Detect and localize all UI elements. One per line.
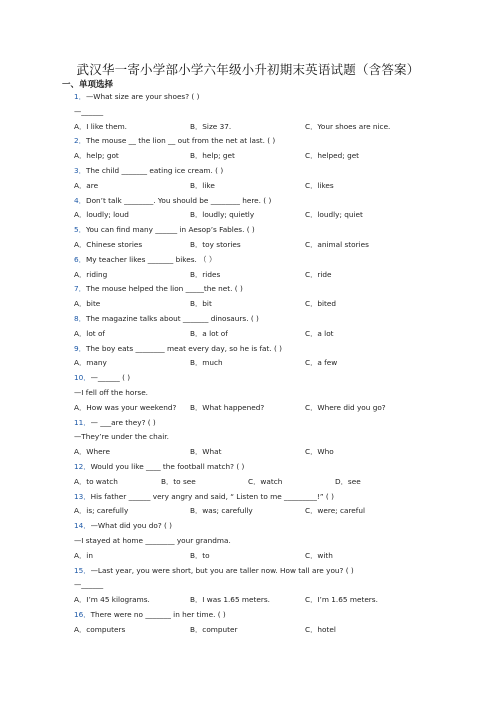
question-number: 7． (74, 284, 86, 294)
question-text: The child _______ eating ice cream. ( ) (85, 165, 224, 175)
option-c[interactable]: C．helped; get (305, 151, 360, 161)
option-b[interactable]: B．a lot of (190, 328, 228, 338)
options-row (74, 238, 474, 253)
question-number: 13． (74, 491, 91, 501)
question-text: The magazine talks about _______ dinosaurs. ( ) (85, 313, 259, 323)
option-b[interactable]: B．much (190, 358, 223, 368)
option-b[interactable]: B．loudly; quietly (190, 210, 255, 220)
page-title: 武汉华一寄小学部小学六年级小升初期末英语试题（含答案） (76, 62, 420, 77)
option-a[interactable]: A．bite (74, 299, 101, 309)
question-line (74, 282, 474, 297)
options-row (74, 623, 474, 638)
options-row (74, 208, 474, 223)
question-line (74, 253, 474, 268)
question-line (74, 460, 474, 475)
question-text: —What size are your shoes? ( ) (85, 92, 200, 101)
question-number: 5． (74, 225, 86, 235)
question-number: 16． (74, 609, 91, 619)
question-line (74, 519, 474, 534)
question-text: There were no _______ in her time. ( ) (90, 609, 226, 619)
option-a[interactable]: A．I like them. (74, 121, 127, 131)
question-text: —What did you do? ( ) (90, 521, 173, 531)
question-line (74, 194, 474, 209)
question-text: The mouse helped the lion _____the net. ( ) (85, 284, 243, 294)
option-a[interactable]: A．Where (74, 447, 110, 457)
options-row (74, 268, 474, 283)
dialogue-line: —They’re under the chair. (74, 432, 169, 442)
option-b[interactable]: B．rides (190, 269, 221, 279)
option-c[interactable]: C．ride (305, 269, 332, 279)
options-row (74, 120, 474, 135)
options-row (74, 504, 474, 519)
option-a[interactable]: A．is; carefully (74, 506, 129, 516)
option-a[interactable]: A．are (74, 180, 99, 190)
option-a[interactable]: A．lot of (74, 328, 105, 338)
question-line (74, 90, 474, 105)
option-c[interactable]: C．I’m 1.65 meters. (305, 595, 378, 605)
question-text: His father ______ very angry and said, “ Listen to me _________!” ( ) (90, 491, 334, 501)
option-c[interactable]: C．loudly; quiet (305, 210, 363, 220)
option-a[interactable]: A．to watch (74, 476, 118, 486)
question-number: 15． (74, 565, 91, 575)
option-b[interactable]: B．I was 1.65 meters. (190, 595, 270, 605)
options-row (74, 445, 474, 460)
question-line (74, 342, 474, 357)
question-text: Would you like ____ the football match? ( ) (90, 461, 245, 471)
question-text: —Last year, you were short, but you are taller now. How tall are you? ( ) (90, 565, 354, 575)
option-a[interactable]: A．riding (74, 269, 108, 279)
question-number: 8． (74, 313, 86, 323)
dialogue-line: —______ (74, 106, 104, 116)
options-row (74, 297, 474, 312)
question-line (74, 134, 474, 149)
question-line (74, 164, 474, 179)
question-line (74, 608, 474, 623)
question-line (74, 371, 474, 386)
option-a[interactable]: A．many (74, 358, 107, 368)
options-row (74, 179, 474, 194)
option-b[interactable]: B．to (190, 550, 210, 560)
question-line (74, 490, 474, 505)
option-b[interactable]: B．bit (190, 299, 212, 309)
option-a[interactable]: A．How was your weekend? (74, 402, 177, 412)
options-row (74, 475, 474, 490)
options-row (74, 149, 474, 164)
option-a[interactable]: A．loudly; loud (74, 210, 129, 220)
option-b[interactable]: B．computer (190, 624, 238, 634)
option-c[interactable]: C．Where did you go? (305, 402, 386, 412)
question-text: My teacher likes _______ bikes. （ ） (85, 254, 217, 264)
option-c[interactable]: C．were; careful (305, 506, 365, 516)
section-heading: 一、单项选择 (62, 80, 114, 90)
option-b[interactable]: B．was; carefully (190, 506, 253, 516)
option-b[interactable]: B．like (190, 180, 215, 190)
option-b[interactable]: B．What (190, 447, 222, 457)
option-c[interactable]: C．hotel (305, 624, 336, 634)
options-row (74, 401, 474, 416)
question-list (74, 90, 474, 637)
option-b[interactable]: B．help; get (190, 151, 235, 161)
option-c[interactable]: C．bited (305, 299, 337, 309)
question-number: 6． (74, 254, 86, 264)
option-c[interactable]: C．likes (305, 180, 334, 190)
option-c[interactable]: C．watch (248, 476, 283, 486)
dialogue-line: —I stayed at home ________ your grandma. (74, 535, 231, 545)
question-number: 4． (74, 195, 86, 205)
question-text: The mouse __ the lion __ out from the net at last. ( ) (85, 136, 276, 146)
option-c[interactable]: C．Who (305, 447, 334, 457)
options-row (74, 549, 474, 564)
option-c[interactable]: C．a lot (305, 328, 334, 338)
question-line (74, 223, 474, 238)
question-number: 9． (74, 343, 86, 353)
option-b[interactable]: B．Size 37. (190, 121, 232, 131)
dialogue-line: —I fell off the horse. (74, 387, 149, 397)
option-c[interactable]: C．a few (305, 358, 338, 368)
options-row (74, 356, 474, 371)
option-b[interactable]: B．to see (161, 476, 196, 486)
question-number: 10． (74, 373, 91, 383)
option-b[interactable]: B．toy stories (190, 239, 241, 249)
question-number: 3． (74, 165, 86, 175)
question-line (74, 564, 474, 579)
question-text: The boy eats ________ meat every day, so he is fat. ( ) (85, 343, 282, 353)
question-line (74, 312, 474, 327)
option-c[interactable]: C．Your shoes are nice. (305, 121, 391, 131)
option-d[interactable]: D．see (335, 476, 361, 486)
options-row (74, 593, 474, 608)
question-line (74, 416, 474, 431)
question-text: You can find many ______ in Aesop’s Fables. ( ) (85, 225, 255, 235)
option-b[interactable]: B．What happened? (190, 402, 265, 412)
option-a[interactable]: A．computers (74, 624, 126, 634)
option-a[interactable]: A．Chinese stories (74, 239, 143, 249)
dialogue-line: —______ (74, 580, 104, 590)
option-c[interactable]: C．animal stories (305, 239, 369, 249)
question-text: —______ ( ) (90, 373, 131, 383)
question-number: 2． (74, 136, 86, 146)
question-number: 1． (74, 92, 86, 101)
option-a[interactable]: A．help; got (74, 151, 119, 161)
option-c[interactable]: C．with (305, 550, 333, 560)
question-number: 14． (74, 521, 91, 531)
question-text: — ___are they? ( ) (90, 417, 156, 427)
option-a[interactable]: A．I’m 45 kilograms. (74, 595, 150, 605)
question-text: Don’t talk ________. You should be ________ here. ( ) (85, 195, 272, 205)
options-row (74, 327, 474, 342)
option-a[interactable]: A．in (74, 550, 93, 560)
question-number: 11． (74, 417, 91, 427)
question-number: 12． (74, 461, 91, 471)
